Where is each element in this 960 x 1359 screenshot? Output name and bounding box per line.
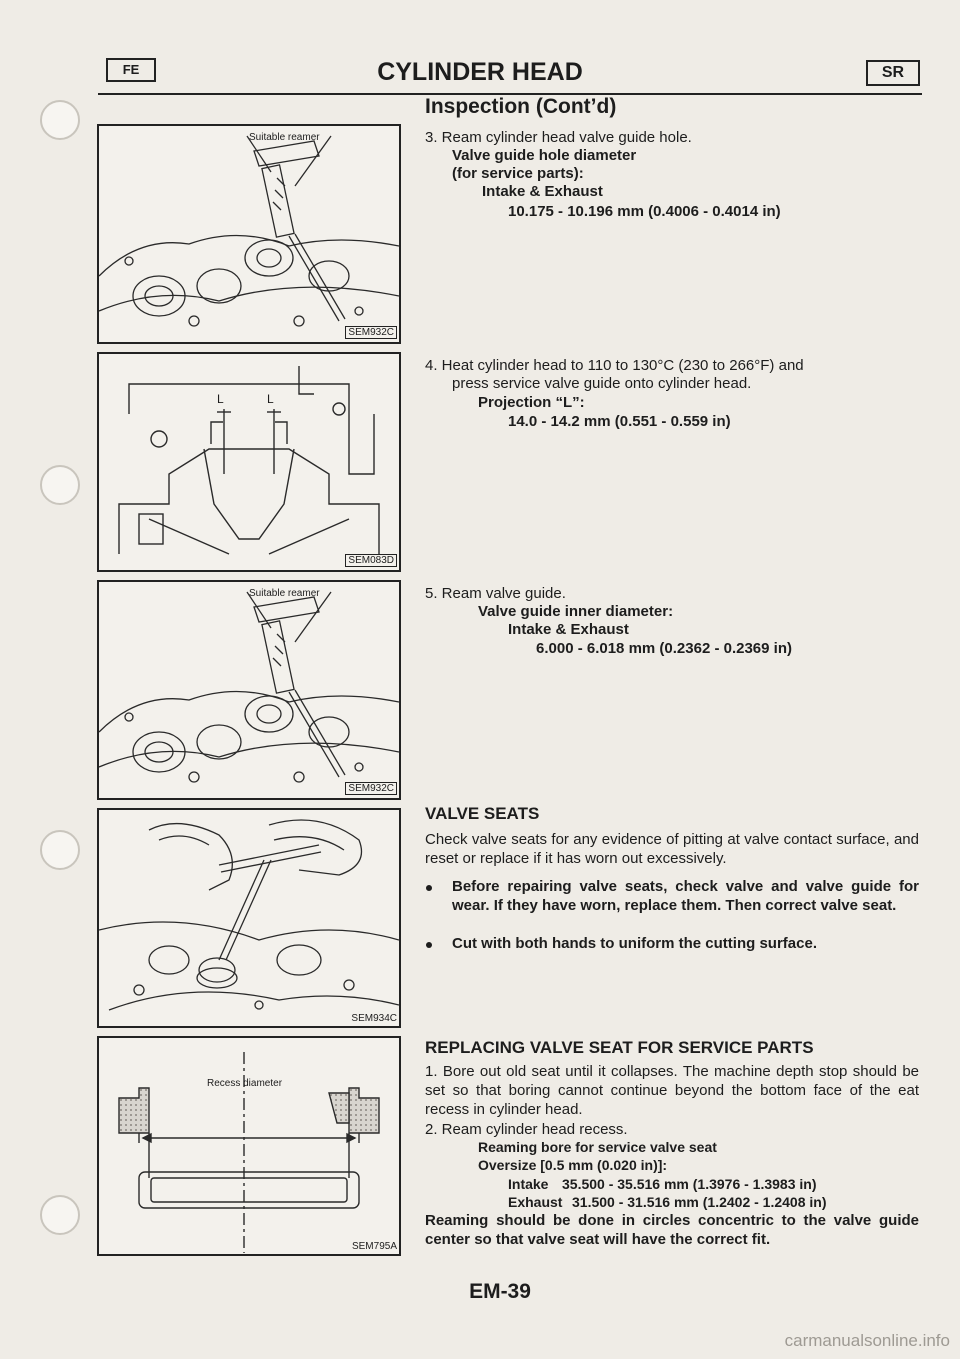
figure-label: Recess diameter [207,1078,283,1089]
figure-projection-l [97,352,401,572]
step-3-spec-value: 10.175 - 10.196 mm (0.4006 - 0.4014 in) [508,203,781,220]
step-5-spec-sub: Intake & Exhaust [508,621,629,638]
binder-hole [40,100,80,140]
reaming-spec-name: Reaming bore for service valve seat [478,1139,717,1155]
figure-code: SEM083D [345,554,397,567]
figure-code: SEM934C [351,1013,397,1024]
replacing-step-2: 2. Ream cylinder head recess. [425,1121,628,1138]
step-4-spec-name: Projection “L”: [478,394,585,411]
replacing-step-1: 1. Bore out old seat until it collapses. The machine depth stop should be set so that boring cannot continue beyond the bottom face of the eat recess in cylinder head. [425,1063,919,1118]
figure-ream-valve-guide [97,580,401,800]
step-4-line-1: 4. Heat cylinder head to 110 to 130°C (230 to 266°F) and [425,357,804,374]
step-3-text: 3. Ream cylinder head valve guide hole. [425,129,692,146]
exhaust-label: Exhaust [508,1194,563,1210]
figure-label: Suitable reamer [249,132,320,143]
figure-recess-diameter [97,1036,401,1256]
figure-ream-guide-hole [97,124,401,344]
figure-code: SEM795A [351,1241,397,1252]
step-5-spec-value: 6.000 - 6.018 mm (0.2362 - 0.2369 in) [536,640,792,657]
step-4-line-2: press service valve guide onto cylinder head. [452,375,752,392]
reamer-illustration [99,582,399,798]
step-3-spec-sub: Intake & Exhaust [482,183,603,200]
valve-guide-section [99,354,399,570]
replacing-heading: REPLACING VALVE SEAT FOR SERVICE PARTS [425,1038,814,1057]
projection-label: L [267,392,274,406]
reaming-oversize: Oversize [0.5 mm (0.020 in)]: [478,1157,668,1173]
step-5-text: 5. Ream valve guide. [425,585,566,602]
figure-code: SEM932C [345,326,397,339]
engine-badge: FE [106,58,156,82]
step-3-spec-name: Valve guide hole diameter [452,147,637,164]
page-number: EM-39 [469,1280,531,1303]
reamer-illustration [99,126,399,342]
binder-hole [40,1195,80,1235]
valve-seats-bullet-2: Cut with both hands to uniform the cutting surface. [452,935,817,952]
exhaust-value: 31.500 - 31.516 mm (1.2402 - 1.2408 in) [572,1194,827,1210]
section-subtitle: Inspection (Cont’d) [425,95,617,118]
step-4-spec-value: 14.0 - 14.2 mm (0.551 - 0.559 in) [508,413,731,430]
step-3-spec-note: (for service parts): [452,165,584,182]
recess-section-diagram [99,1038,399,1254]
seat-cutter-illustration [99,810,399,1026]
model-badge: SR [866,60,920,86]
valve-seats-bullet-1: Before repairing valve seats, check valve and valve guide for wear. If they have worn, replace them. Then correct valve seat. [452,878,919,914]
figure-code: SEM932C [345,782,397,795]
valve-seats-heading: VALVE SEATS [425,804,540,823]
figure-valve-seat-cutter [97,808,401,1028]
binder-hole [40,465,80,505]
step-5-spec-name: Valve guide inner diameter: [478,603,674,620]
binder-hole [40,830,80,870]
intake-label: Intake [508,1176,549,1192]
projection-label: L [217,392,224,406]
bullet-dot [426,942,432,948]
figure-label: Suitable reamer [249,588,320,599]
page-title: CYLINDER HEAD [377,58,583,86]
reaming-note: Reaming should be done in circles concentric to the valve guide center so that valve seat will have the correct fit. [425,1212,919,1248]
intake-value: 35.500 - 35.516 mm (1.3976 - 1.3983 in) [562,1176,817,1192]
watermark: carmanualsonline.info [784,1331,950,1350]
valve-seats-paragraph: Check valve seats for any evidence of pitting at valve contact surface, and reset or replace if it has worn out excessively. [425,831,919,867]
bullet-dot [426,885,432,891]
